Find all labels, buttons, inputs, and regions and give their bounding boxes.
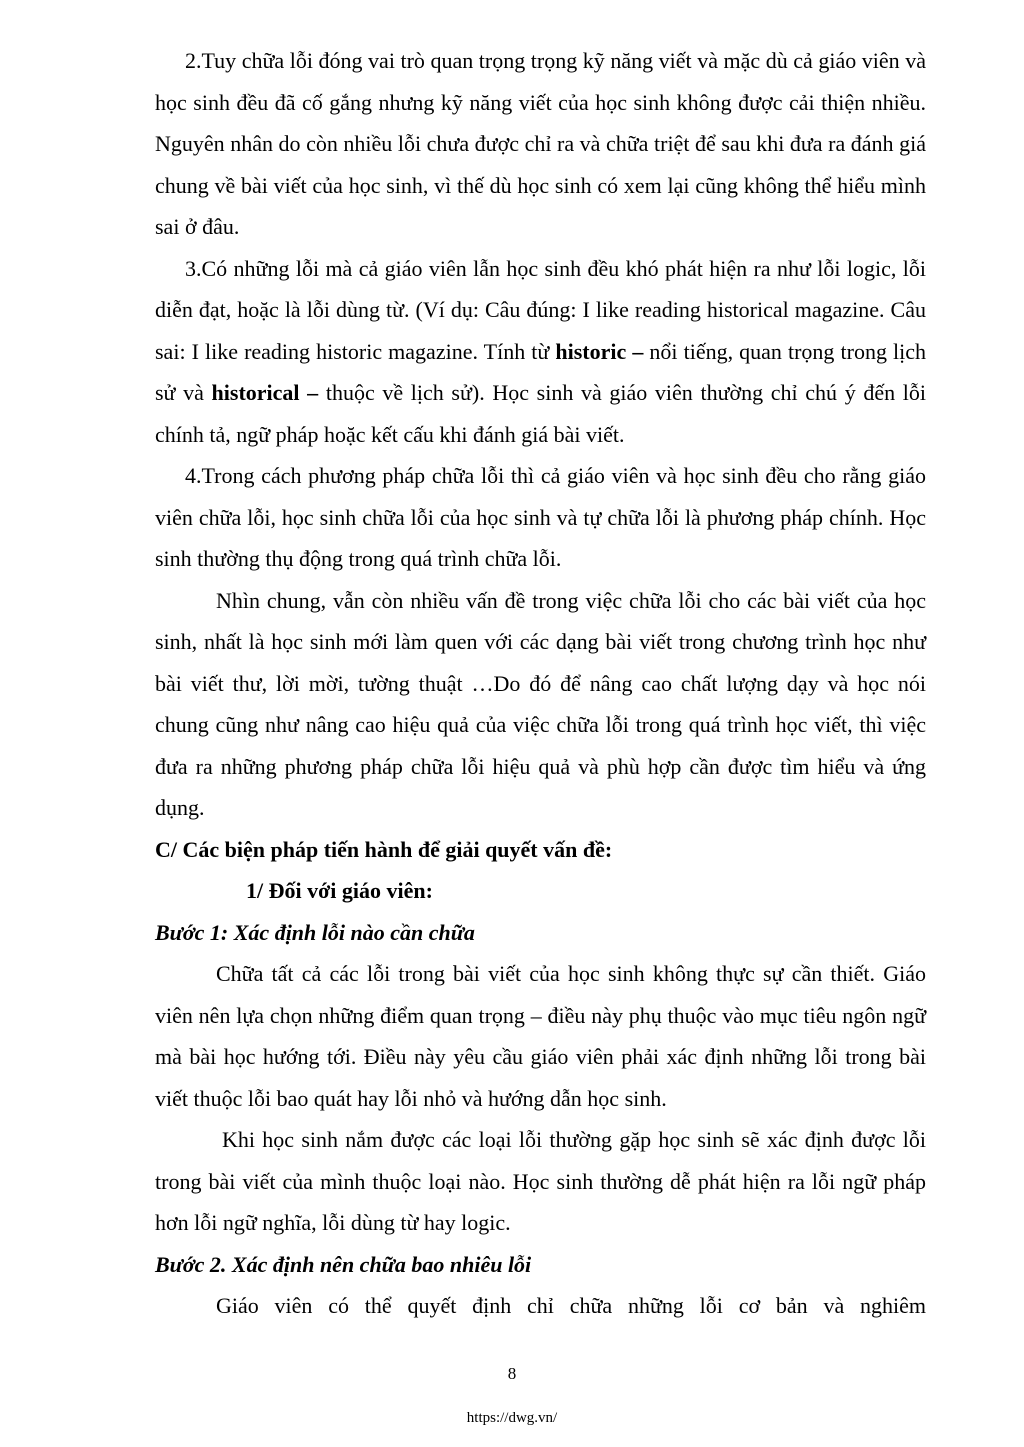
dash-bold: – — [632, 338, 644, 364]
footer-url: https://dwg.vn/ — [466, 1410, 558, 1426]
paragraph-3-text-1: 3.Có những lỗi mà cả giáo viên lẫn học sinh đều khó phát hiện ra như lỗi logic, lỗi diễn đạt, hoặc là lỗi dùng từ. (Ví dụ: Câu đúng: I like reading historical magazine. Câu sai: I like reading historic magazine. Tính từ — [155, 255, 926, 364]
paragraph-4: 4.Trong cách phương pháp chữa lỗi thì cả giáo viên và học sinh đều cho rằng giáo viên chữa lỗi, học sinh chữa lỗi của học sinh và tự chữa lỗi là phương pháp chính. Học sinh thường thụ động trong quá trình chữa lỗi. — [155, 463, 926, 571]
step-2-paragraph-1: Giáo viên có thể quyết định chỉ chữa những lỗi cơ bản và nghiêm — [216, 1293, 926, 1318]
page-number: 8 — [507, 1364, 517, 1383]
paragraph-3 — [155, 248, 926, 456]
historic-term: historic — [555, 338, 627, 364]
paragraph-3-text-3: nổi tiếng, quan trọng trong lịch sử và — [155, 338, 927, 405]
step-1-paragraph-2: Khi học sinh nắm được các loại lỗi thường gặp học sinh sẽ xác định được lỗi trong bài viết của mình thuộc loại nào. Học sinh thường dễ phát hiện ra lỗi ngữ pháp hơn lỗi ngữ nghĩa, lỗi dùng từ hay logic. — [155, 1127, 926, 1235]
section-c-title: C/ Các biện pháp tiến hành để giải quyết vấn đề: — [155, 836, 613, 862]
step-1-title: Bước 1: Xác định lỗi nào cần chữa — [155, 919, 475, 945]
step-2-title: Bước 2. Xác định nên chữa bao nhiêu lỗi — [155, 1251, 532, 1277]
historical-term: historical – — [211, 380, 319, 405]
subsection-teacher-title: 1/ Đối với giáo viên: — [246, 878, 433, 903]
step-1-paragraph-1: Chữa tất cả các lỗi trong bài viết của học sinh không thực sự cần thiết. Giáo viên nên lựa chọn những điểm quan trọng – điều này phụ thuộc vào mục tiêu ngôn ngữ mà bài học hướng tới. Điều này yêu cầu giáo viên phải xác định những lỗi trong bài viết thuộc lỗi bao quát hay lỗi nhỏ và hướng dẫn học sinh. — [155, 961, 926, 1111]
paragraph-summary: Nhìn chung, vẫn còn nhiều vấn đề trong việc chữa lỗi cho các bài viết của học sinh, nhất là học sinh mới làm quen với các dạng bài viết trong chương trình học như bài viết thư, lời mời, tường thuật …Do đó để nâng cao chất lượng dạy và học nói chung cũng như nâng cao hiệu quả của việc chữa lỗi trong quá trình học viết, thì việc đưa ra những phương pháp chữa lỗi hiệu quả và phù hợp cần được tìm hiểu và ứng dụng. — [155, 587, 926, 820]
paragraph-3-text-4: thuộc về lịch sử). Học sinh và giáo viên thường chỉ chú ý đến lỗi chính tả, ngữ pháp hoặc kết cấu khi đánh giá bài viết. — [155, 380, 926, 447]
paragraph-2: 2.Tuy chữa lỗi đóng vai trò quan trọng trọng kỹ năng viết và mặc dù cả giáo viên và học sinh đều đã cố gắng nhưng kỹ năng viết của học sinh không được cải thiện nhiều. Nguyên nhân do còn nhiều lỗi chưa được chỉ ra và chữa triệt để sau khi đưa ra đánh giá chung về bài viết của học sinh, vì thế dù học sinh có xem lại cũng không thể hiểu mình sai ở đâu. — [155, 48, 926, 239]
document-body — [155, 40, 926, 1327]
